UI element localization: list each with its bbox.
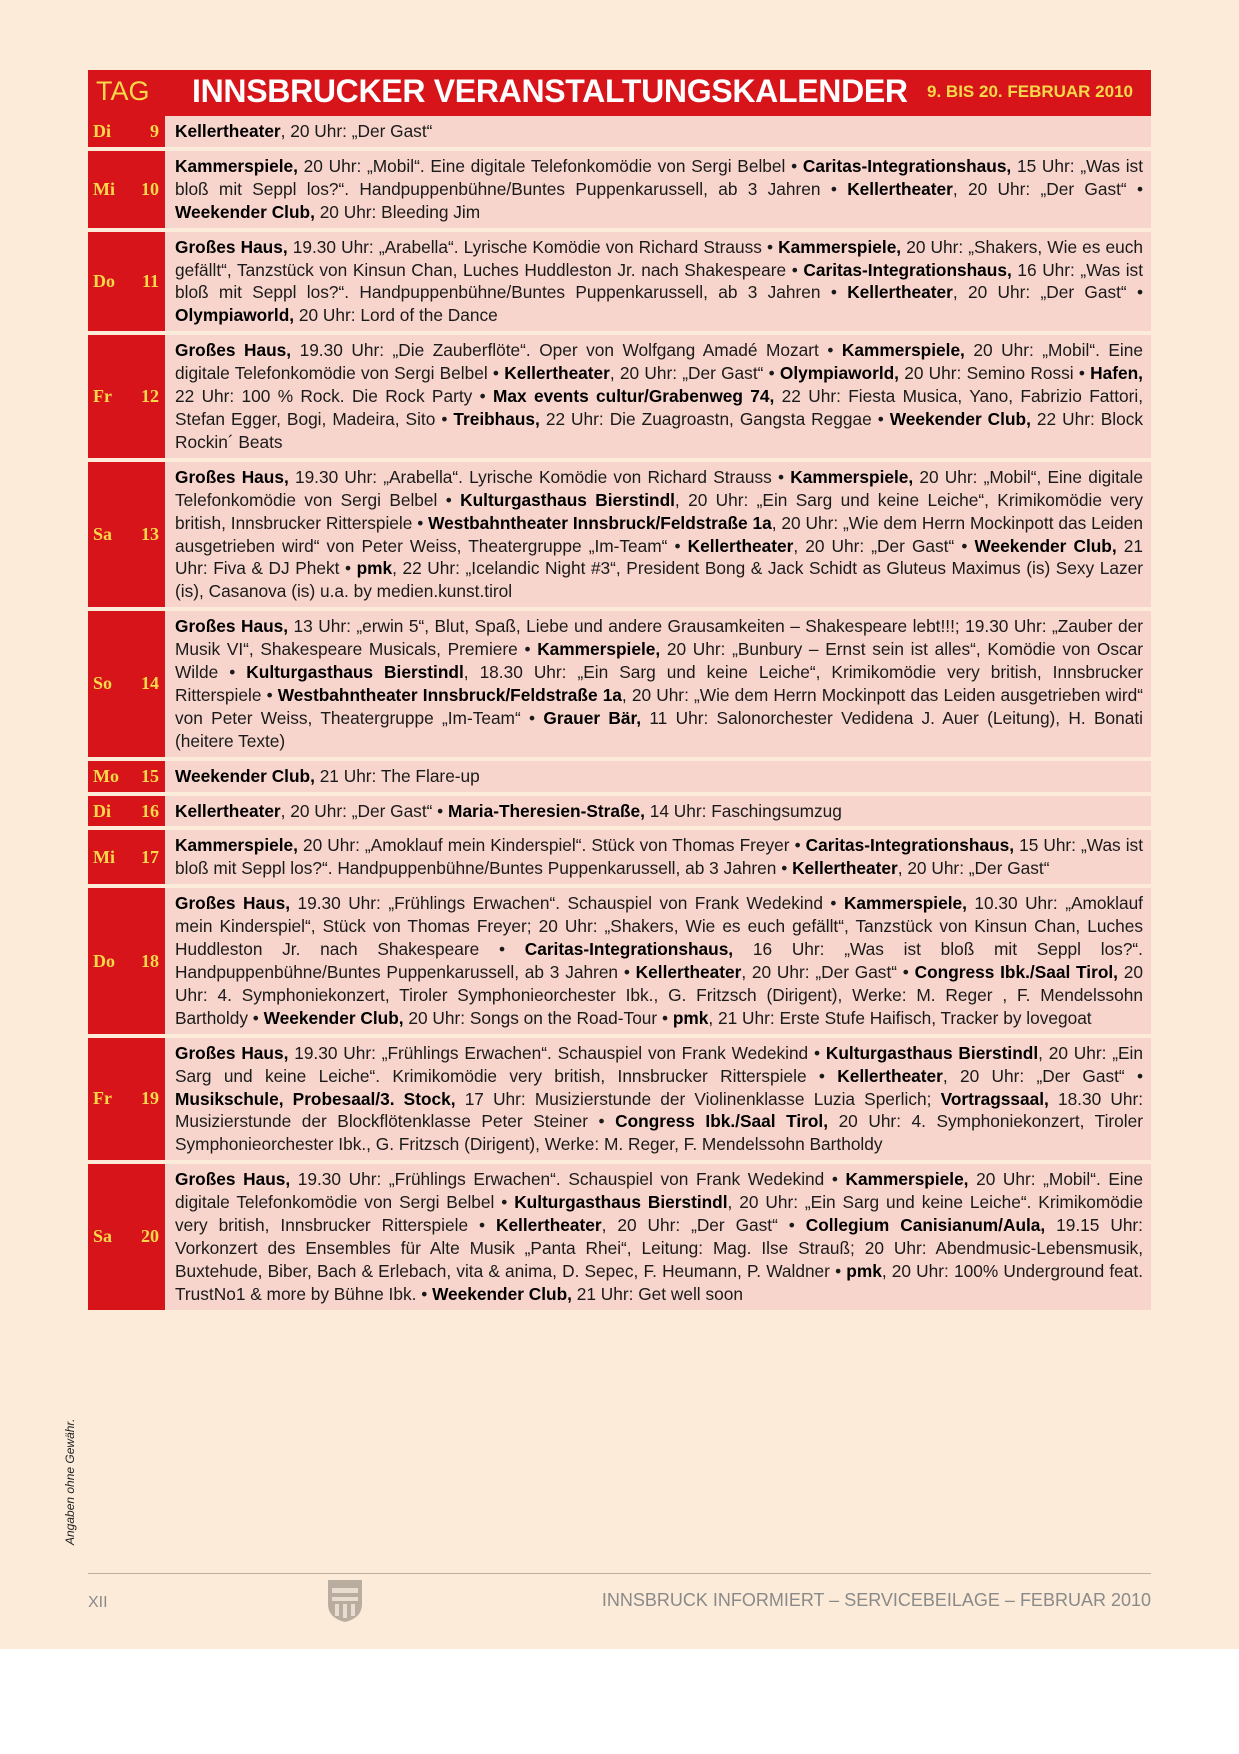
calendar-row (88, 462, 1151, 611)
calendar-row (88, 335, 1151, 462)
day-number: 17 (141, 846, 159, 867)
day-cell (88, 796, 165, 827)
day-cell (88, 611, 165, 756)
calendar-row (88, 611, 1151, 760)
day-number: 11 (141, 270, 159, 291)
event-listing: Großes Haus, 19.30 Uhr: „Arabella“. Lyrische Komödie von Richard Strauss • Kammerspiele, 20 Uhr: „Mobil“, Eine digitale Telefonkomödie von Sergi Belbel • Kulturgasthaus Bierstindl, 20 Uhr: „Ein Sarg und keine Leiche“, Krimikomödie very british, Innsbrucker Ritterspiele • Westbahntheater Innsbruck/Feldstraße 1a, 20 Uhr: „Wie dem Herrn Mockinpott das Leiden ausgetrieben wird“ von Peter Weiss, Theatergruppe „Im-Team“ • Kellertheater, 20 Uhr: „Der Gast“ • Weekender Club, 21 Uhr: Fiva & DJ Phekt • pmk, 22 Uhr: „Icelandic Night #3“, President Bong & Jack Schidt as Gluteus Maximus (is) Sexy Lazer (is), Casanova (is) u.a. by medien.kunst.tirol (165, 462, 1151, 607)
day-cell (88, 462, 165, 607)
weekday-label: Sa (93, 1226, 113, 1247)
weekday-label: Di (93, 800, 111, 821)
day-number: 18 (141, 950, 159, 971)
calendar-row (88, 796, 1151, 831)
disclaimer-note: Angaben ohne Gewähr. (63, 1418, 77, 1545)
event-listing: Großes Haus, 19.30 Uhr: „Die Zauberflöte“. Oper von Wolfgang Amadé Mozart • Kammerspiele, 20 Uhr: „Mobil“. Eine digitale Telefonkomödie von Sergi Belbel • Kellertheater, 20 Uhr: „Der Gast“ • Olympiaworld, 20 Uhr: Semino Rossi • Hafen, 22 Uhr: 100 % Rock. Die Rock Party • Max events cultur/Grabenweg 74, 22 Uhr: Fiesta Musica, Yano, Fabrizio Fattori, Stefan Egger, Bogi, Madeira, Sito • Treibhaus, 22 Uhr: Die Zuagroastn, Gangsta Reggae • Weekender Club, 22 Uhr: Block Rockin´ Beats (165, 335, 1151, 458)
weekday-label: So (93, 673, 113, 694)
weekday-label: Mi (93, 178, 115, 199)
day-number: 9 (150, 120, 159, 141)
city-crest-icon (326, 1578, 364, 1624)
event-listing: Kammerspiele, 20 Uhr: „Mobil“. Eine digitale Telefonkomödie von Sergi Belbel • Caritas-Integrationshaus, 15 Uhr: „Was ist bloß mit Seppl los?“. Handpuppenbühne/Buntes Puppenkarussell, ab 3 Jahren • Kellertheater, 20 Uhr: „Der Gast“ • Weekender Club, 20 Uhr: Bleeding Jim (165, 151, 1151, 228)
weekday-label: Fr (93, 1088, 112, 1109)
weekday-label: Mo (93, 765, 119, 786)
calendar-row (88, 116, 1151, 151)
event-listing: Großes Haus, 13 Uhr: „erwin 5“, Blut, Spaß, Liebe und andere Grausamkeiten – Shakespeare lebt!!!; 19.30 Uhr: „Zauber der Musik VI“, Shakespeare Musicals, Premiere • Kammerspiele, 20 Uhr: „Bunbury – Ernst sein ist alles“, Komödie von Oscar Wilde • Kulturgasthaus Bierstindl, 18.30 Uhr: „Ein Sarg und keine Leiche“, Krimikomödie very british, Innsbrucker Ritterspiele • Westbahntheater Innsbruck/Feldstraße 1a, 20 Uhr: „Wie dem Herrn Mockinpott das Leiden ausgetrieben wird“ von Peter Weiss, Theatergruppe „Im-Team“ • Grauer Bär, 11 Uhr: Salonorchester Vedidena J. Auer (Leitung), H. Bonati (heitere Texte) (165, 611, 1151, 756)
event-listing: Kellertheater, 20 Uhr: „Der Gast“ (165, 116, 1151, 147)
weekday-label: Di (93, 120, 111, 141)
calendar-row (88, 1164, 1151, 1313)
calendar-row (88, 761, 1151, 796)
date-range: 9. BIS 20. FEBRUAR 2010 (927, 82, 1133, 101)
day-cell (88, 116, 165, 147)
day-cell (88, 1164, 165, 1309)
weekday-label: Mi (93, 846, 115, 867)
calendar-title: INNSBRUCKER VERANSTALTUNGSKALENDER (192, 73, 908, 109)
page-number: XII (88, 1594, 108, 1611)
day-cell (88, 888, 165, 1033)
event-listing: Kellertheater, 20 Uhr: „Der Gast“ • Maria-Theresien-Straße, 14 Uhr: Faschingsumzug (165, 796, 1151, 827)
day-number: 14 (141, 673, 159, 694)
day-cell (88, 335, 165, 458)
calendar-row (88, 888, 1151, 1037)
day-number: 15 (141, 765, 159, 786)
event-listing: Kammerspiele, 20 Uhr: „Amoklauf mein Kinderspiel“. Stück von Thomas Freyer • Caritas-Integrationshaus, 15 Uhr: „Was ist bloß mit Seppl los?“. Handpuppenbühne/Buntes Puppenkarussell, ab 3 Jahren • Kellertheater, 20 Uhr: „Der Gast“ (165, 830, 1151, 884)
day-number: 16 (141, 800, 159, 821)
footer-divider (88, 1573, 1151, 1574)
weekday-label: Do (93, 950, 115, 971)
calendar-row (88, 830, 1151, 888)
calendar-rows (88, 116, 1151, 1314)
day-number: 12 (141, 386, 159, 407)
footer-publication: INNSBRUCK INFORMIERT – SERVICEBEILAGE – FEBRUAR 2010 (601, 1590, 1151, 1610)
calendar-row (88, 1038, 1151, 1165)
weekday-label: Fr (93, 386, 112, 407)
calendar-row (88, 151, 1151, 232)
day-cell (88, 830, 165, 884)
weekday-label: Do (93, 270, 115, 291)
day-number: 10 (141, 178, 159, 199)
calendar-row (88, 232, 1151, 336)
day-cell (88, 1038, 165, 1161)
day-cell (88, 232, 165, 332)
day-number: 20 (141, 1226, 159, 1247)
day-number: 13 (141, 524, 159, 544)
event-listing: Weekender Club, 21 Uhr: The Flare-up (165, 761, 1151, 792)
calendar-header (88, 70, 1151, 116)
event-listing: Großes Haus, 19.30 Uhr: „Frühlings Erwachen“. Schauspiel von Frank Wedekind • Kammerspiele, 20 Uhr: „Mobil“. Eine digitale Telefonkomödie von Sergi Belbel • Kulturgasthaus Bierstindl, 20 Uhr: „Ein Sarg und keine Leiche“. Krimikomödie very british, Innsbrucker Ritterspiele • Kellertheater, 20 Uhr: „Der Gast“ • Collegium Canisianum/Aula, 19.15 Uhr: Vorkonzert des Ensembles für Alte Musik „Panta Rhei“, Leitung: Mag. Ilse Strauß; 20 Uhr: Abendmusic-Lebensmusik, Buxtehude, Biber, Bach & Erlebach, vita & anima, D. Sepec, F. Heumann, P. Waldner • pmk, 20 Uhr: 100% Underground feat. TrustNo1 & more by Bühne Ibk. • Weekender Club, 21 Uhr: Get well soon (165, 1164, 1151, 1309)
event-listing: Großes Haus, 19.30 Uhr: „Frühlings Erwachen“. Schauspiel von Frank Wedekind • Kammerspiele, 10.30 Uhr: „Amoklauf mein Kinderspiel“, Stück von Thomas Freyer; 20 Uhr: „Shakers, Wie es euch gefällt“, Tanzstück von Kinsun Chan, Luches Huddleston Jr. nach Shakespeare • Caritas-Integrationshaus, 16 Uhr: „Was ist bloß mit Seppl los?“. Handpuppenbühne/Buntes Puppenkarussell, ab 3 Jahren • Kellertheater, 20 Uhr: „Der Gast“ • Congress Ibk./Saal Tirol, 20 Uhr: 4. Symphoniekonzert, Tiroler Symphonieorchester Ibk., G. Fritzsch (Dirigent), Werke: M. Reger , F. Mendelssohn Bartholdy • Weekender Club, 20 Uhr: Songs on the Road-Tour • pmk, 21 Uhr: Erste Stufe Haifisch, Tracker by lovegoat (165, 888, 1151, 1033)
tag-column-label: TAG (96, 76, 150, 106)
event-listing: Großes Haus, 19.30 Uhr: „Frühlings Erwachen“. Schauspiel von Frank Wedekind • Kulturgasthaus Bierstindl, 20 Uhr: „Ein Sarg und keine Leiche“. Krimikomödie very british, Innsbrucker Ritterspiele • Kellertheater, 20 Uhr: „Der Gast“ • Musikschule, Probesaal/3. Stock, 17 Uhr: Musizierstunde der Violinenklasse Luzia Sperlich; Vortragssaal, 18.30 Uhr: Musizierstunde der Blockflötenklasse Peter Steiner • Congress Ibk./Saal Tirol, 20 Uhr: 4. Symphoniekonzert, Tiroler Symphonieorchester Ibk., G. Fritzsch (Dirigent), Werke: M. Reger, F. Mendelssohn Bartholdy (165, 1038, 1151, 1161)
day-number: 19 (141, 1088, 159, 1109)
day-cell (88, 761, 165, 792)
day-cell (88, 151, 165, 228)
event-listing: Großes Haus, 19.30 Uhr: „Arabella“. Lyrische Komödie von Richard Strauss • Kammerspiele, 20 Uhr: „Shakers, Wie es euch gefällt“, Tanzstück von Kinsun Chan, Luches Huddleston Jr. nach Shakespeare • Caritas-Integrationshaus, 16 Uhr: „Was ist bloß mit Seppl los?“. Handpuppenbühne/Buntes Puppenkarussell, ab 3 Jahren • Kellertheater, 20 Uhr: „Der Gast“ • Olympiaworld, 20 Uhr: Lord of the Dance (165, 232, 1151, 332)
weekday-label: Sa (93, 524, 113, 544)
